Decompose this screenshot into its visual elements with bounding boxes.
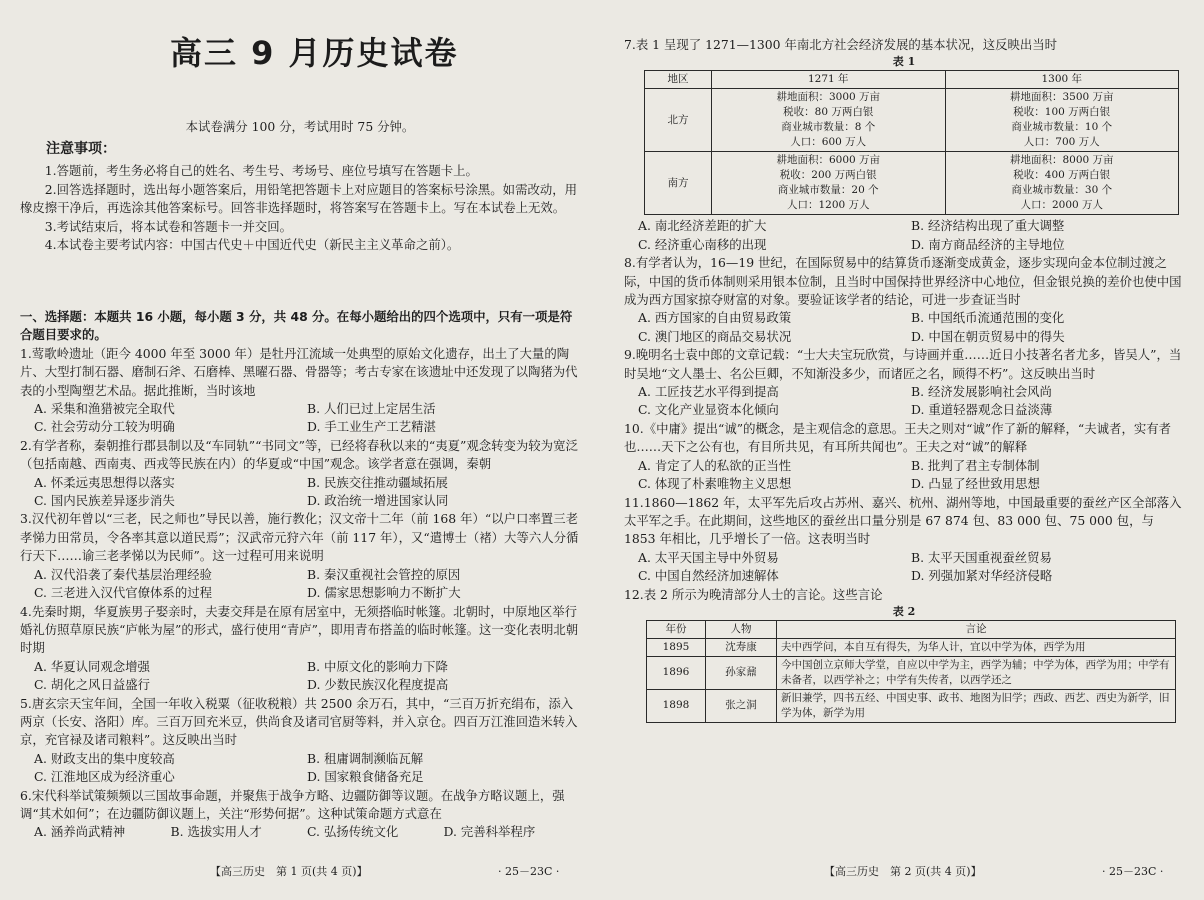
table-header: 人物 <box>706 620 777 638</box>
option-c: C. 中国自然经济加速解体 <box>638 568 779 584</box>
option-d: D. 列强加紧对华经济侵略 <box>911 568 1053 584</box>
data-cell-1271 <box>712 89 946 152</box>
year-cell: 1898 <box>647 689 706 722</box>
notice-title: 注意事项： <box>46 141 116 157</box>
notice-item: 3.考试结束后，将本试卷和答题卡一并交回。 <box>44 218 293 234</box>
option-c: C. 社会劳动分工较为明确 <box>34 419 175 435</box>
option-a: A. 西方国家的自由贸易政策 <box>638 310 792 326</box>
question-stem: 12.表 2 所示为晚清部分人士的言论。这些言论 <box>624 586 883 602</box>
option-a: A. 涵养尚武精神 <box>34 824 126 840</box>
cell-line: 税收：100 万两白银 <box>1013 106 1111 119</box>
question-11 <box>624 494 1184 586</box>
question-6 <box>20 787 580 842</box>
question-9 <box>624 346 1184 420</box>
question-3 <box>20 510 580 602</box>
question-stem: 11.1860—1862 年，太平军先后攻占苏州、嘉兴、杭州、湖州等地，中国最重要的蚕丝产区全部落入太平军之手。在此期间，这些地区的蚕丝出口量分别是 67 874 包、83 000 包、75 000 包，与 1853 年相比，几乎增长了一倍。这表明当时 <box>624 494 1182 547</box>
notice-block <box>20 140 580 254</box>
option-a: A. 汉代沿袭了秦代基层治理经验 <box>34 566 212 582</box>
data-cell-1300 <box>945 152 1179 215</box>
table-2 <box>646 620 1176 723</box>
question-stem: 1.莺歌岭遗址（距今 4000 年至 3000 年）是牡丹江流域一处典型的原始文化遗存，出土了大量的陶片、大型打制石器、磨制石斧、石磨棒、黑曜石器、骨器等；考古专家在该遗址中还发现了以陶猪为代表的小型陶塑艺术品。据此推断，当时该地 <box>20 345 578 398</box>
cell-line: 税收：200 万两白银 <box>779 169 877 182</box>
table-row <box>645 152 1179 215</box>
person-cell: 沈寿康 <box>706 638 777 656</box>
cell-line: 税收：80 万两白银 <box>783 106 874 119</box>
exam-intro: 本试卷满分 100 分，考试用时 75 分钟。 <box>185 119 415 134</box>
option-b: B. 选拔实用人才 <box>170 824 262 840</box>
cell-line: 税收：400 万两白银 <box>1013 169 1111 182</box>
question-5 <box>20 695 580 787</box>
option-c: C. 澳门地区的商品交易状况 <box>638 328 792 344</box>
year-cell: 1895 <box>647 638 706 656</box>
option-d: D. 手工业生产工艺精湛 <box>307 419 436 435</box>
option-b: B. 民族交往推动疆域拓展 <box>307 474 448 490</box>
page-title: 高三 9 月历史试卷 <box>170 34 459 72</box>
question-7-options <box>624 217 1184 254</box>
option-c: C. 经济重心南移的出现 <box>638 236 767 252</box>
exam-info <box>20 118 580 136</box>
question-stem: 2.有学者称，秦朝推行郡县制以及“车同轨”“书同文”等，已经将春秋以来的“夷夏”观念转变为较为宽泛（包括南越、西南夷、西戎等民族在内）的华夏或“中国”观念。该学者意在强调，秦朝 <box>20 437 578 472</box>
option-a: A. 南北经济差距的扩大 <box>638 218 767 234</box>
person-cell: 张之洞 <box>706 689 777 722</box>
option-a: A. 财政支出的集中度较高 <box>34 750 175 766</box>
cell-line: 商业城市数量：20 个 <box>777 184 879 197</box>
option-c: C. 江淮地区成为经济重心 <box>34 769 175 785</box>
table-header: 言论 <box>777 620 1176 638</box>
option-c: C. 胡化之风日益盛行 <box>34 677 151 693</box>
table-row <box>647 638 1176 656</box>
cell-line: 商业城市数量：8 个 <box>781 121 876 134</box>
option-d: D. 南方商品经济的主导地位 <box>911 236 1065 252</box>
section-one <box>20 308 580 842</box>
footer-label: 【高三历史 第 1 页(共 4 页)】 <box>210 865 368 878</box>
cell-line: 人口：1200 万人 <box>786 199 870 212</box>
notice-item: 4.本试卷主要考试内容：中国古代史＋中国近代史（新民主主义革命之前）。 <box>44 237 460 253</box>
option-d: D. 少数民族汉化程度提高 <box>307 677 449 693</box>
data-cell-1271 <box>712 152 946 215</box>
option-b: B. 租庸调制濒临瓦解 <box>307 750 424 766</box>
table-row <box>645 89 1179 152</box>
option-a: A. 怀柔远夷思想得以落实 <box>34 474 175 490</box>
question-10 <box>624 420 1184 494</box>
table-1 <box>644 70 1179 215</box>
option-b: B. 人们已过上定居生活 <box>307 401 436 417</box>
region-cell: 北方 <box>645 89 712 152</box>
cell-line: 耕地面积：6000 万亩 <box>776 154 881 167</box>
option-a: A. 工匠技艺水平得到提高 <box>638 384 779 400</box>
speech-cell: 夫中西学问，本自互有得失，为华人计，宜以中学为体，西学为用 <box>777 638 1176 656</box>
option-c: C. 三老进入汉代官僚体系的过程 <box>34 585 212 601</box>
question-stem: 4.先秦时期，华夏族男子娶亲时，夫妻交拜是在原有居室中，无须搭临时帐篷。北朝时，中原地区举行婚礼仿照草原民族“庐帐为屋”的形式，盛行使用“青庐”，即用青布搭盖的临时帐篷。这一变化表明北朝时期 <box>20 603 579 656</box>
question-8 <box>624 254 1184 346</box>
table-header: 1300 年 <box>945 71 1179 89</box>
speech-cell: 今中国创立京师大学堂，自应以中学为主，西学为辅；中学为体，西学为用；中学有未备者，以西学补之；中学有失传者，以西学还之 <box>777 656 1176 689</box>
section-heading: 一、选择题：本题共 16 小题，每小题 3 分，共 48 分。在每小题给出的四个选项中，只有一项是符合题目要求的。 <box>20 309 573 343</box>
year-cell: 1896 <box>647 656 706 689</box>
table-header: 地区 <box>645 71 712 89</box>
cell-line: 人口：700 万人 <box>1023 136 1100 149</box>
footer-label: 【高三历史 第 2 页(共 4 页)】 <box>824 865 982 878</box>
cell-line: 人口：600 万人 <box>790 136 867 149</box>
option-a: A. 华夏认同观念增强 <box>34 658 150 674</box>
question-4 <box>20 603 580 695</box>
option-b: B. 经济发展影响社会风尚 <box>911 384 1052 400</box>
question-7 <box>624 36 1184 723</box>
person-cell: 孙家鼐 <box>706 656 777 689</box>
question-1 <box>20 345 580 437</box>
table-caption: 表 1 <box>892 55 916 69</box>
left-page <box>20 0 580 900</box>
option-d: D. 国家粮食储备充足 <box>307 769 424 785</box>
option-d: D. 儒家思想影响力不断扩大 <box>307 585 461 601</box>
question-stem: 10.《中庸》提出“诚”的概念，是主观信念的意思。王夫之则对“诚”作了新的解释，“夫诚者，实有者也……天下之公有也，有目所共见，有耳所共闻也”。王夫之对“诚”的解释 <box>624 420 1172 455</box>
question-12 <box>624 586 1184 723</box>
question-stem: 8.有学者认为，16—19 世纪，在国际贸易中的结算货币逐渐变成黄金，逐步实现向金本位制过渡之际，中国的货币体制则采用银本位制，且当时中国保持世界经济中心地位，但金银兑换的差价也使中国成为西方国家掠夺财富的对象。要验证该学者的结论，可进一步查证当时 <box>624 255 1182 308</box>
cell-line: 耕地面积：3000 万亩 <box>776 91 881 104</box>
region-cell: 南方 <box>645 152 712 215</box>
table-header-row <box>645 71 1179 89</box>
table-header: 1271 年 <box>712 71 946 89</box>
option-b: B. 中原文化的影响力下降 <box>307 658 448 674</box>
notice-item: 2.回答选择题时，选出每小题答案后，用铅笔把答题卡上对应题目的答案标号涂黑。如需改动，用橡皮擦干净后，再选涂其他答案标号。回答非选择题时，将答案写在答题卡上。写在本试卷上无效。 <box>20 181 578 216</box>
table-header: 年份 <box>647 620 706 638</box>
footer-code: · 25－23C · <box>1102 865 1164 878</box>
option-b: B. 太平天国重视蚕丝贸易 <box>911 549 1052 565</box>
option-c: C. 文化产业显资本化倾向 <box>638 402 779 418</box>
option-a: A. 肯定了人的私欲的正当性 <box>638 457 792 473</box>
option-b: B. 中国纸币流通范围的变化 <box>911 310 1065 326</box>
table-row <box>647 689 1176 722</box>
question-stem: 5.唐玄宗天宝年间，全国一年收入税粟（征收税粮）共 2500 余万石，其中，“三百万折充绢布，添入两京（长安、洛阳）库。三百万回充米豆，供尚食及诸司官厨等料，并入京仓。四百万江淮回造米转入京，充官禄及诸司粮料”。这反映出当时 <box>20 695 578 748</box>
cell-line: 商业城市数量：10 个 <box>1011 121 1113 134</box>
option-b: B. 秦汉重视社会管控的原因 <box>307 566 461 582</box>
table-row <box>647 656 1176 689</box>
table-header-row <box>647 620 1176 638</box>
cell-line: 人口：2000 万人 <box>1020 199 1104 212</box>
option-b: B. 批判了君主专制体制 <box>911 457 1040 473</box>
question-stem: 7.表 1 呈现了 1271—1300 年南北方社会经济发展的基本状况，这反映出当时 <box>624 37 1058 52</box>
option-b: B. 经济结构出现了重大调整 <box>911 218 1065 234</box>
cell-line: 商业城市数量：30 个 <box>1011 184 1113 197</box>
option-d: D. 重道轻器观念日益淡薄 <box>911 402 1053 418</box>
option-c: C. 体现了朴素唯物主义思想 <box>638 476 792 492</box>
option-d: D. 凸显了经世致用思想 <box>911 476 1040 492</box>
option-a: A. 太平天国主导中外贸易 <box>638 549 779 565</box>
right-page <box>624 0 1184 900</box>
option-c: C. 弘扬传统文化 <box>307 824 399 840</box>
option-a: A. 采集和渔猎被完全取代 <box>34 401 175 417</box>
question-stem: 6.宋代科举试策频频以三国故事命题，并聚焦于战争方略、边疆防御等议题。在战争方略议题上，强调“其术如何”；在边疆防御议题上，关注“形势何据”。这种试策命题方式意在 <box>20 787 565 821</box>
cell-line: 耕地面积：3500 万亩 <box>1009 91 1114 104</box>
data-cell-1300 <box>945 89 1179 152</box>
notice-item: 1.答题前，考生务必将自己的姓名、考生号、考场号、座位号填写在答题卡上。 <box>44 163 478 179</box>
cell-line: 耕地面积：8000 万亩 <box>1009 154 1114 167</box>
option-d: D. 政治统一增进国家认同 <box>307 493 449 509</box>
option-d: D. 完善科举程序 <box>443 824 536 840</box>
question-stem: 3.汉代初年曾以“三老，民之师也”导民以善，施行教化；汉文帝十二年（前 168 年）“以户口率置三老孝悌力田常员，令各率其意以道民焉”；汉武帝元狩六年（前 117 年），又“遣博士（褚）大等六人分循行天下……谕三老孝悌以为民师”。这一过程可用来说明 <box>20 511 579 564</box>
footer-code: · 25－23C · <box>498 865 560 878</box>
speech-cell: 新旧兼学，四书五经、中国史事、政书、地图为旧学；西政、西艺、西史为新学，旧学为体，新学为用 <box>777 689 1176 722</box>
option-c: C. 国内民族差异逐步消失 <box>34 493 175 509</box>
table-caption: 表 2 <box>892 604 916 618</box>
question-2 <box>20 437 580 511</box>
question-stem: 9.晚明名士袁中郎的文章记载：“士大夫宝玩欣赏，与诗画并重……近日小技著名者尤多，皆吴人”，当时吴地“文人墨士、名公巨卿，不知渐没多少，而诸匠之名，顾得不朽”。这反映出当时 <box>624 347 1182 381</box>
option-d: D. 中国在朝贡贸易中的得失 <box>911 328 1065 344</box>
